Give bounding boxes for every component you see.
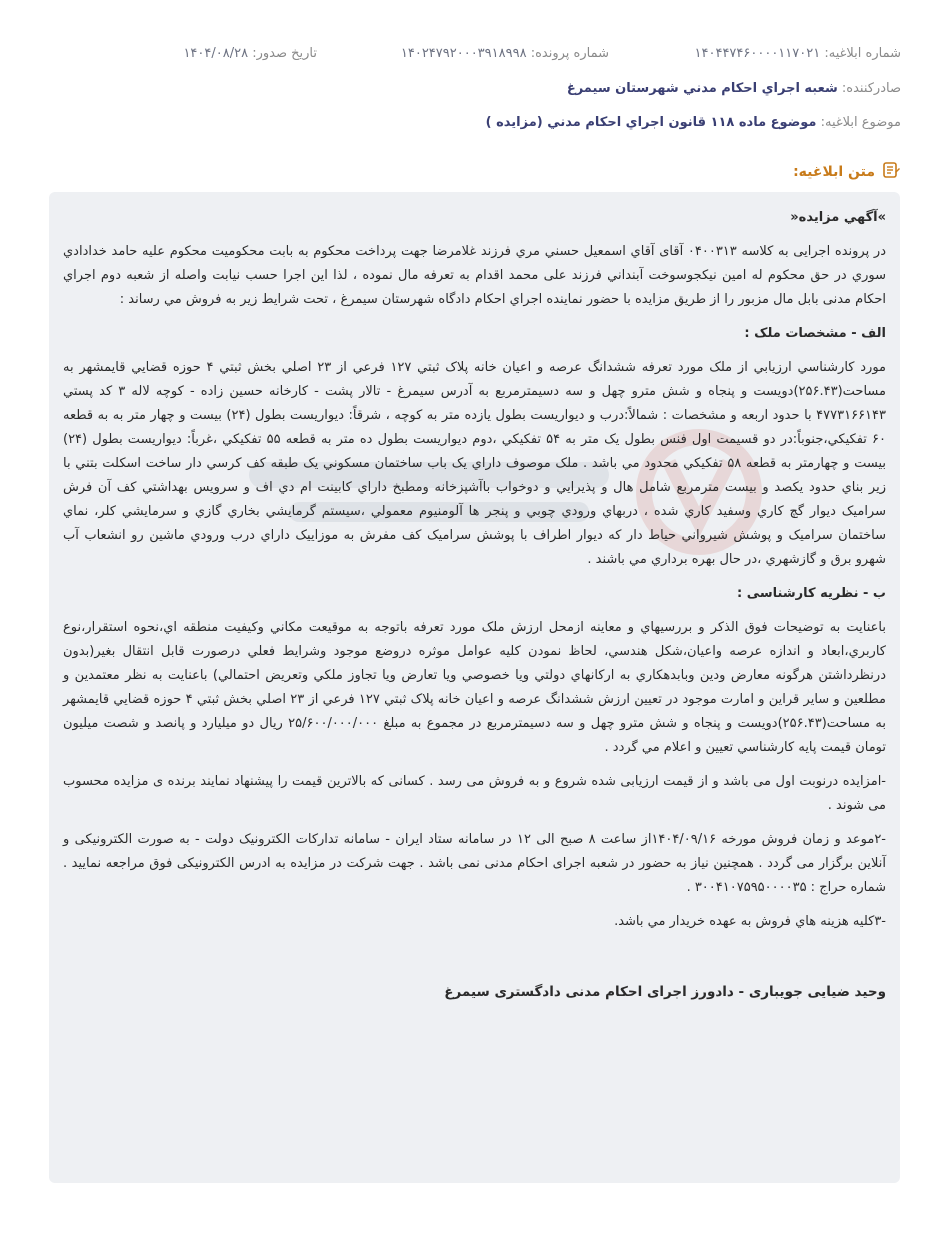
property-specs-heading: الف - مشخصات ملک :: [744, 326, 886, 341]
condition-1: -امزايده درنوبت اول می باشد و از قيمت ارزيابی شده شروع و به فروش می رسد . کسانی که بالاترين قيمت را پيشنهاد نمايند برنده ی مزايده محسوب می شوند .: [63, 774, 886, 813]
issuer-label: صادرکننده:: [841, 81, 901, 96]
subject-row: [486, 115, 901, 130]
subject-label: موضوع ابلاغیه:: [820, 115, 901, 130]
case-number-value: ۱۴۰۲۴۷۹۲۰۰۰۳۹۱۸۹۹۸: [400, 46, 527, 61]
condition-3: -۳کليه هزينه هاي فروش به عهده خريدار مي باشد.: [614, 914, 886, 929]
issuer-value: شعبه اجراي احکام مدني شهرستان سيمرغ: [566, 81, 838, 96]
condition-2: -۲موعد و زمان فروش مورخه ۱۴۰۴/۰۹/۱۶از ساعت ۸ صبح الی ۱۲ در سامانه ستاد ايران - سامانه تدارکات الکترونيک دولت - به صورت الکترونيکی و آنلاين برگزار می گردد . همچنين نياز به حضور در شعبه اجرای احکام مدنی نمی باشد . جهت شرکت در مزايده به ادرس الکترونيکی فوق مراجعه نماييد . شماره حراج : ۳۰۰۴۱۰۷۵۹۵۰۰۰۰۳۵ .: [63, 832, 886, 895]
issue-date-label: تاریخ صدور:: [252, 46, 317, 61]
notice-number: [695, 46, 901, 61]
subject-value: موضوع ماده ۱۱۸ قانون اجراي احکام مدني (مزايده ): [485, 115, 817, 130]
notice-text-title: متن ابلاغیه:: [793, 164, 875, 180]
property-specs-paragraph: مورد کارشناسي ارزيابي از ملک مورد تعرفه ششدانگ عرصه و اعيان خانه پلاک ثبتي ۱۲۷ فرعي از ۲۳ اصلي بخش ثبتي ۴ حوزه قضايي قايمشهر به مساحت(۲۵۶.۴۳)دويست و پنجاه و شش مترو چهل و سه دسيمترمربع به آدرس سيمرغ - تالار پشت - کارخانه حسين زاده - کوچه لاله ۳ کد پستي ۴۷۷۳۱۶۶۱۴۳ با حدود اربعه و مشخصات : شمالاً:درب و ديواريست بطول يازده متر به کوچه ، شرقاً: ديواريست بطول (۲۴) بيست و چهار متر به به قطعه ۶۰ تفکيکي،جنوباً:در دو قسيمت اول فنس بطول يک متر به ۵۴ تفکيکي ،دوم ديواريست بطول ده متر به قطعه ۵۵ تفکيکي ،غرباً: ديواريست بطول (۲۴) بيست و چهارمتر به قطعه ۵۸ تفکيکي محدود مي باشد . ملک موصوف داراي يک باب ساختمان مسکوني يک طبقه کف کرسي دار ساخت اسکلت بتني با زير بناي حدود يکصد و بيست مترمربع شامل هال و پذيرايي و دوخواب باآشپزخانه ومطبخ داراي کابينت ام دي اف و سرويس بهداشتي کف آن فرش سراميک ديوار گچ کاري وسفيد کاري شده ، دربهاي ورودي چوبي و پنجر ها آلومنيوم معمولي ،سيستم گرمايشي بخاري گازي و سرمايشي کلر، نماي ساختمان سراميک و پوشش شيرواني حياط دار که ديوار اطراف با پوشش سراميک کف مفرش به موزاييک داراي درب ورودي ماشين رو انشعاب آب شهرو برق و گازشهري ،در حال بهره برداري مي باشند .: [63, 360, 887, 567]
issue-date: [183, 46, 317, 61]
notice-body-panel: [49, 192, 900, 1183]
case-number-label: شماره پرونده:: [530, 46, 609, 61]
notice-number-value: ۱۴۰۴۴۷۴۶۰۰۰۰۱۱۷۰۲۱: [694, 46, 821, 61]
notice-document-icon: [881, 160, 901, 184]
intro-paragraph: در پرونده اجرایی به کلاسه ۰۴۰۰۳۱۳ آقای آقاي اسمعيل حسني مري فرزند غلامرضا جهت پرداخت محکوم به بابت محکوميت محکوم عليه حامد خدادادي سوري در حق محکوم له امين نيکجوسوخت آبنداني فرزند علی محمد اقدام به تعرفه مال نموده ، لذا اين اجرا حسب نيابت واصله از شعبه دوم اجراي احکام مدنی بابل مال مزبور را از طريق مزايده با حضور نماينده اجراي احکام دادگاه شهرستان سيمرغ ، تحت شرايط زير به فروش مي رساند :: [63, 244, 886, 307]
meta-row-numbers: [0, 46, 939, 68]
issue-date-value: ۱۴۰۴/۰۸/۲۸: [183, 46, 249, 61]
expert-opinion-paragraph: باعنايت به توضيحات فوق الذکر و بررسيهاي و معاينه ازمحل ارزش ملک مورد تعرفه باتوجه به موقيعت مکاني وکيفيت منطقه اي،نحوه استقرار،نوع کاربري،ابعاد و اندازه عرصه واعيان،شکل هندسي، لحاظ نمودن کليه عوامل موثره دروضع موجود وشرايط فعلي درصورت قابل انتقال بغير(بدون درنظرداشتن هرگونه معارض ودين وبابدهکاري به ارکانهاي دولتي ويا خصوصي ويا تعارض ويا تجاوز ملکي وتعريض احتمالي) باعنايت به نظر معتمدين و مطلعين و ساير قراين و امارت موجود در تعيين ارزش ششدانگ عرصه و اعيان خانه پلاک ثبتي ۱۲۷ فرعي از ۲۳ اصلي بخش ثبتي ۴ حوزه قضايي قايمشهر به مساحت(۲۵۶.۴۳)دويست و پنجاه و شش مترو چهل و سه دسيمترمربع در مجموع به مبلغ ۲۵/۶۰۰/۰۰۰/۰۰۰ ريال دو ميليارد و پانصد و شصت ميليون تومان قيمت پايه کارشناسي تعيين و اعلام مي گردد .: [63, 620, 886, 755]
case-number: [401, 46, 609, 61]
notice-text-heading: [793, 160, 901, 184]
issuer-row: [567, 81, 901, 96]
auction-title: »آگهي مزايده«: [790, 210, 886, 225]
notice-content: [63, 206, 886, 1004]
expert-opinion-heading: ب - نظريه کارشناسی :: [737, 586, 886, 601]
signature: وحيد ضيايی جويباری - دادورز اجرای احکام مدنی دادگستری سيمرغ: [444, 984, 886, 1000]
notice-number-label: شماره ابلاغیه:: [824, 46, 901, 61]
